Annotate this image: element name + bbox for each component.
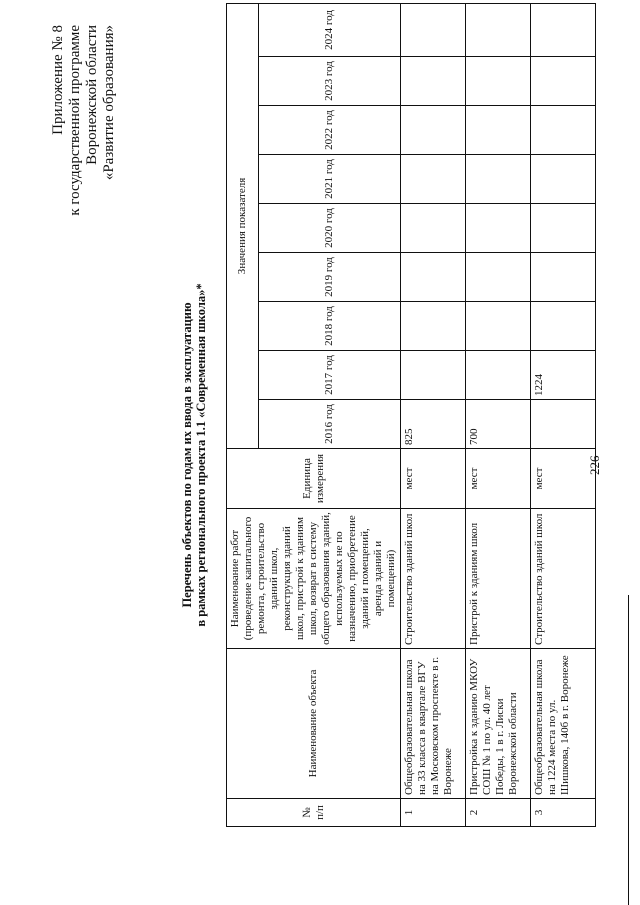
footer-rule [628,595,629,905]
header-year: 2020 год [259,204,401,253]
page-number: 226 [587,455,602,475]
cell-work: Строительство зданий школ [531,509,596,649]
cell-value [531,57,596,106]
cell-num: 2 [466,799,531,827]
cell-value [401,155,466,204]
cell-work: Строительство зданий школ [401,509,466,649]
cell-value [401,57,466,106]
cell-object: Общеобразовательная школа на 33 класса в квартале ВГУ на Московском проспекте в г. Воронеже [401,649,466,799]
header-unit: Единица измерения [227,449,401,509]
appendix-line: Воронежской области [84,25,100,165]
cell-value [531,400,596,449]
header-year: 2024 год [259,3,401,56]
appendix-line: Приложение № 8 [50,25,66,135]
cell-unit: мест [531,449,596,509]
appendix-line: «Развитие образования» [101,25,117,181]
header-row [227,3,259,826]
cell-value [466,253,531,302]
cell-value [531,204,596,253]
cell-value [466,155,531,204]
cell-value [531,155,596,204]
cell-value [466,351,531,400]
header-year: 2019 год [259,253,401,302]
objects-table [226,3,596,827]
header-year: 2023 год [259,57,401,106]
header-year: 2018 год [259,302,401,351]
cell-value [466,204,531,253]
cell-num: 3 [531,799,596,827]
cell-value [531,3,596,56]
document-title [180,155,208,755]
cell-value [401,204,466,253]
cell-object: Общеобразовательная школа на 1224 места по ул. Шишкова, 140б в г. Воронеже [531,649,596,799]
cell-value [401,106,466,155]
cell-value [401,3,466,56]
table-row [531,3,596,826]
title-line: Перечень объектов по годам их ввода в эксплуатацию [180,302,194,608]
header-year: 2022 год [259,106,401,155]
cell-value [401,253,466,302]
table-row [466,3,531,826]
cell-object: Пристройка к зданию МКОУ СОШ № 1 по ул. 40 лет Победы, 1 в г. Лиски Воронежской области [466,649,531,799]
cell-unit: мест [466,449,531,509]
cell-value [531,253,596,302]
appendix-line: к государственной программе [67,25,83,216]
header-year: 2017 год [259,351,401,400]
header-object: Наименование объекта [227,649,401,799]
title-line: в рамках регионального проекта 1.1 «Современная школа»* [194,283,208,627]
cell-value [531,302,596,351]
cell-value: 1224 [531,351,596,400]
cell-value [466,57,531,106]
header-num: № п/п [227,799,401,827]
header-year: 2021 год [259,155,401,204]
appendix-header [50,25,118,265]
cell-num: 1 [401,799,466,827]
cell-value [466,106,531,155]
header-indicator-values: Значения показателя [227,3,259,448]
cell-work: Пристрой к зданиям школ [466,509,531,649]
header-year: 2016 год [259,400,401,449]
cell-value: 700 [466,400,531,449]
cell-value [401,302,466,351]
cell-value: 825 [401,400,466,449]
cell-unit: мест [401,449,466,509]
cell-value [466,302,531,351]
cell-value [466,3,531,56]
cell-value [401,351,466,400]
table-row [401,3,466,826]
header-work: Наименование работ (проведение капитального ремонта, строительство зданий школ, реконструкция зданий школ, пристрой к зданиям школ, возврат в систему общего образования зданий, используемых не по назначению, приобретение зданий и помещений, аренда зданий и помещений) [227,509,401,649]
cell-value [531,106,596,155]
